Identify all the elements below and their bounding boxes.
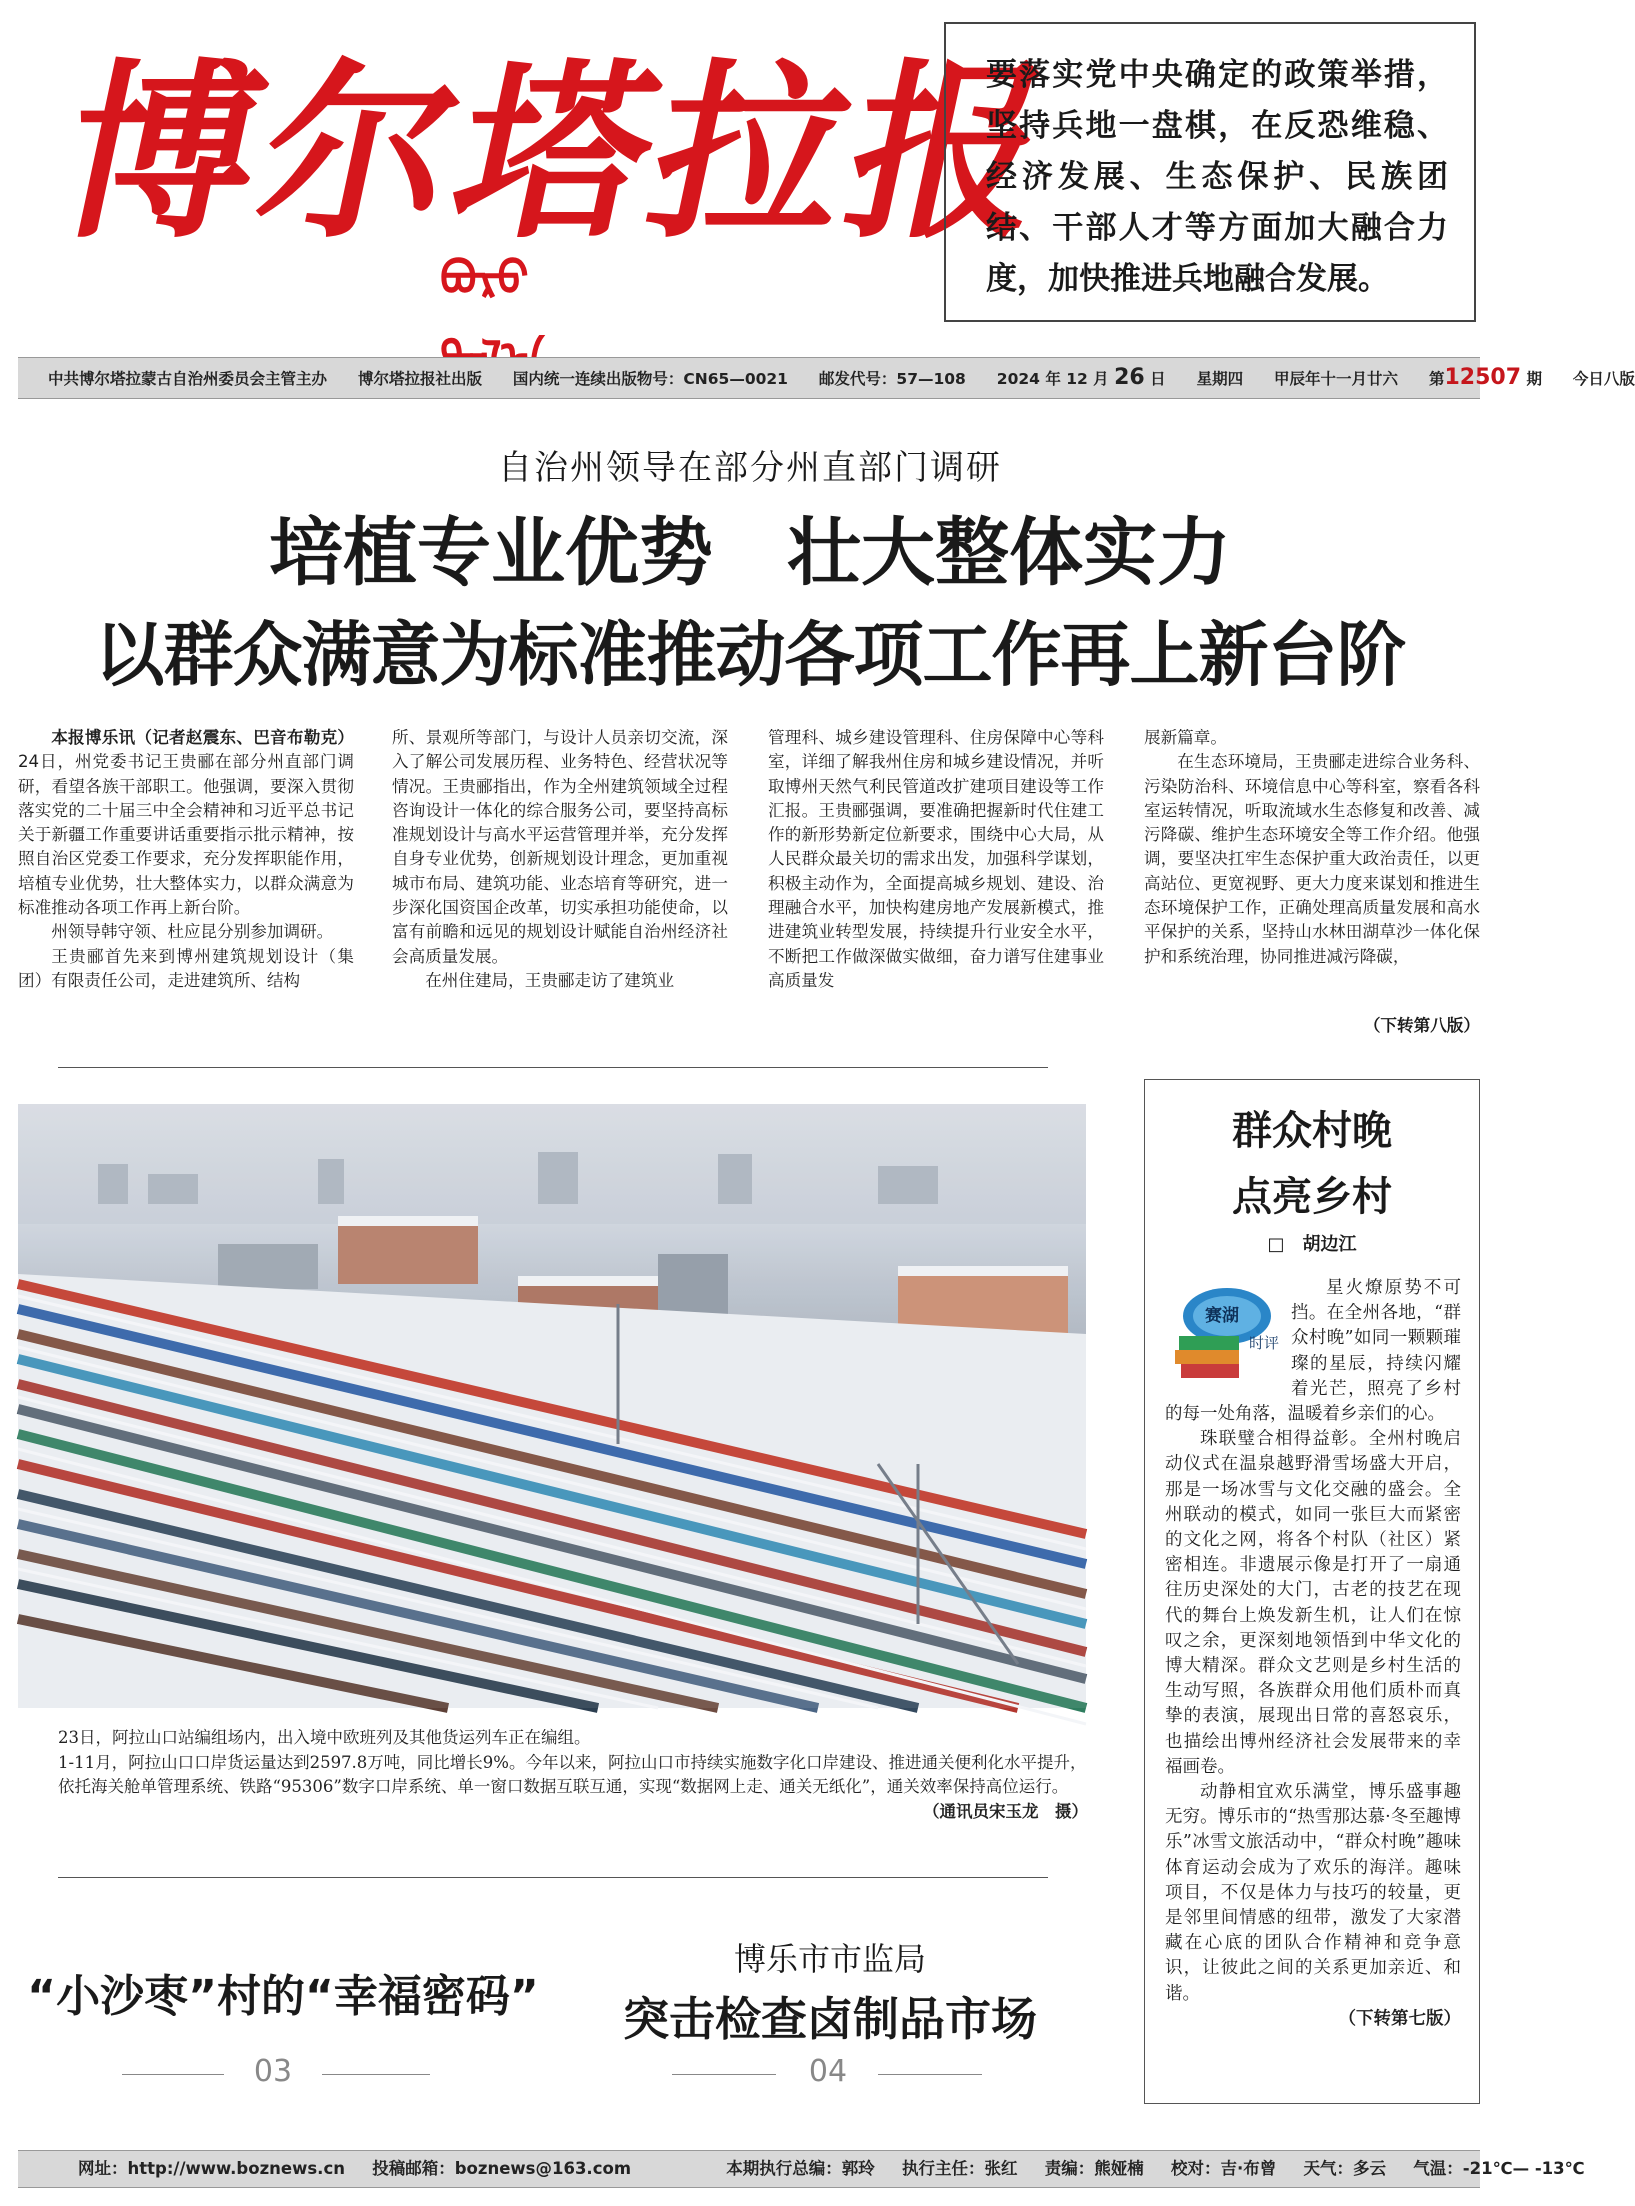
teaser-story-b[interactable]: 突击检查卤制品市场 <box>623 1992 1037 2046</box>
teaser-story-b-kicker: 博乐市市监局 <box>733 1940 926 1978</box>
proofreader: 校对：吉·布曾 <box>1171 2159 1277 2178</box>
commentary-title: 群众村晚 点亮乡村 <box>1232 1108 1392 1220</box>
website-link[interactable]: 网址：http://www.boznews.cn <box>78 2159 345 2178</box>
masthead-mongolian-script: ᠪᠣᠷᠣ <box>440 251 529 305</box>
commentary-text: 赛湖 时评 星火燎原势不可挡。在全州各地，“群众村晚”如同一颗颗璀璨的星辰，持续闪耀着光芒，照亮了乡村的每一处角落，温暖着乡亲们的心。 珠联璧合相得益彰。全州村晚启动仪式在温泉越野滑雪场盛大开启，那是一场冰雪与文化交融的盛会。全州联动的模式，如同一张巨大而紧密的文化之网，将各个村队（社区）紧密相连。非遗展示像是打开了一扇通往历史深处的大门，古老的技艺在现代的舞台上焕发新生机，让人们在惊叹之余，更深刻地领悟到中华文化的博大精深。群众文艺则是乡村生活的生动写照，各族群众用他们质朴而真挚的表演，展现出日常的喜怒哀乐，也描绘出博州经济社会发展带来的幸福画卷。 动静相宜欢乐满堂，博乐盛事趣无穷。博乐市的“热雪那达慕·冬至趣博乐”冰雪文旅活动中，“群众村晚”趣味体育运动会成为了欢乐的海洋。趣味项目，不仅是体力与技巧的较量，更是邻里间情感的纽带，激发了大家潜藏在心底的团队合作精神和竞争意识，让彼此之间的关系更加亲近、和谐。 （下转第七版） <box>1165 1276 1461 2086</box>
book-icon <box>1165 1276 1283 1388</box>
lead-headline-2: 以群众满意为标准推动各项工作再上新台阶 <box>94 614 1406 696</box>
svg-text:时评: 时评 <box>1249 1334 1280 1352</box>
publisher: 博尔塔拉报社出版 <box>357 370 482 388</box>
photo-credit: （通讯员宋玉龙 摄） <box>923 1801 1088 1821</box>
lead-kicker: 自治州领导在部分州直部门调研 <box>498 448 1002 488</box>
lead-column-2: 所、景观所等部门，与设计人员亲切交流，深入了解公司发展历程、业务特色、经营状况等情况。王贵郦指出，作为全州建筑领域全过程咨询设计一体化的综合服务公司，要坚持高标准规划设计与高水平运营管理并举，充分发挥自身专业优势，创新规划设计理念，更加重视城市布局、建筑功能、业态培育等研究，进一步深化国资国企改革，切实承担功能使命，以富有前瞻和远见的规划设计赋能自治州经济社会高质量发展。 在州住建局，王贵郦走访了建筑业 <box>392 728 728 990</box>
teaser-page-a[interactable]: 03 <box>253 2054 293 2089</box>
cn-number: 国内统一连续出版物号：CN65—0021 <box>512 370 788 388</box>
commentary-box <box>1144 1079 1480 2104</box>
svg-text:赛湖: 赛湖 <box>1205 1306 1239 1326</box>
postal-code: 邮发代号：57—108 <box>818 370 966 388</box>
weekday: 星期四 <box>1196 370 1244 388</box>
issue-number: 第12507 期 <box>1428 365 1542 390</box>
commentary-continued-note: （下转第七版） <box>1338 2008 1461 2029</box>
photo-caption: 23日，阿拉山口站编组场内，出入境中欧班列及其他货运列车正在编组。 1-11月，阿拉山口口岸货运量达到2597.8万吨，同比增长9%。今年以来，阿拉山口市持续实施数字化口岸建设、推进通关便利化水平提升，依托海关舱单管理系统、铁路“95306”数字口岸系统、单一窗口数据互联互通，实现“数据网上走、通关无纸化”，通关效率保持高位运行。 （通讯员宋玉龙 摄） <box>58 1726 1088 1824</box>
lead-continued-note: （下转第八版） <box>1363 1016 1480 1035</box>
director: 执行主任：张红 <box>902 2159 1018 2178</box>
divider <box>58 1067 1048 1068</box>
email-link[interactable]: 投稿邮箱：boznews@163.com <box>372 2159 632 2178</box>
lead-column-4: 展新篇章。 在生态环境局，王贵郦走进综合业务科、污染防治科、环境信息中心等科室，察看各科室运转情况，听取流域水生态修复和改善、减污降碳、维护生态环境安全等工作介绍。他强调，要坚决扛牢生态保护重大政治责任，以更高站位、更宽视野、更大力度来谋划和推进生态环境保护工作，正确处理高质量发展和高水平保护的关系，坚持山水林田湖草沙一体化保护和系统治理，协同推进减污降碳， <box>1144 728 1480 966</box>
page-line <box>322 2074 430 2075</box>
sponsor: 中共博尔塔拉蒙古自治州委员会主管主办 <box>48 370 328 388</box>
commentary-badge <box>1165 1276 1283 1388</box>
temperature: 气温：-21℃— -13℃ <box>1413 2159 1585 2178</box>
lunar-date: 甲辰年十一月廿六 <box>1274 370 1399 388</box>
weather: 天气：多云 <box>1303 2159 1387 2178</box>
page-count: 今日八版 <box>1572 370 1635 388</box>
lead-headline-1: 培植专业优势 壮大整体实力 <box>269 510 1231 596</box>
masthead-logo: 博尔塔拉报 <box>45 41 1073 264</box>
teaser-page-b[interactable]: 04 <box>808 2054 848 2089</box>
motto-box: 要落实党中央确定的政策举措，坚持兵地一盘棋，在反恐维稳、经济发展、生态保护、民族团结、干部人才等方面加大融合力度，加快推进兵地融合发展。 <box>944 22 1476 322</box>
teaser-story-a[interactable]: “小沙枣”村的“幸福密码” <box>27 1971 539 2022</box>
lead-column-1: 本报博乐讯（记者赵震东、巴音布勒克）24日，州党委书记王贵郦在部分州直部门调研，看望各族干部职工。他强调，要深入贯彻落实党的二十届三中全会精神和习近平总书记关于新疆工作重要讲话重要指示批示精神，按照自治区党委工作要求，充分发挥职能作用，培植专业优势，壮大整体实力，以群众满意为标准推动各项工作再上新台阶。 州领导韩守领、杜应昆分别参加调研。 王贵郦首先来到博州建筑规划设计（集团）有限责任公司，走进建筑所、结构 <box>18 728 354 990</box>
dateline: 本报博乐讯（记者赵震东、巴音布勒克） <box>51 728 354 747</box>
responsible-editor: 责编：熊娅楠 <box>1044 2159 1144 2178</box>
chief-editor: 本期执行总编：郭玲 <box>726 2159 875 2178</box>
rail-yard-photo <box>18 1104 1086 1708</box>
page-line <box>122 2074 224 2075</box>
commentary-author: □ 胡边江 <box>1267 1234 1357 1255</box>
rail-yard-illustration <box>18 1104 1086 1708</box>
page-line <box>672 2074 776 2075</box>
issue-date: 2024 年 12 月 26 日 <box>996 365 1166 390</box>
footer-bar <box>18 2150 1585 2188</box>
divider <box>58 1877 1048 1878</box>
issue-info-bar <box>18 357 1635 399</box>
page-line <box>878 2074 982 2075</box>
lead-column-3: 管理科、城乡建设管理科、住房保障中心等科室，详细了解我州住房和城乡建设情况，并听取博州天然气利民管道改扩建项目建设等工作汇报。王贵郦强调，要准确把握新时代住建工作的新形势新定位新要求，围绕中心大局，从人民群众最关切的需求出发，加强科学谋划，积极主动作为，全面提高城乡规划、建设、治理融合水平，加快构建房地产发展新模式，推进建筑业转型发展，持续提升行业安全水平，不断把工作做深做实做细，奋力谱写住建事业高质量发 <box>768 728 1104 990</box>
